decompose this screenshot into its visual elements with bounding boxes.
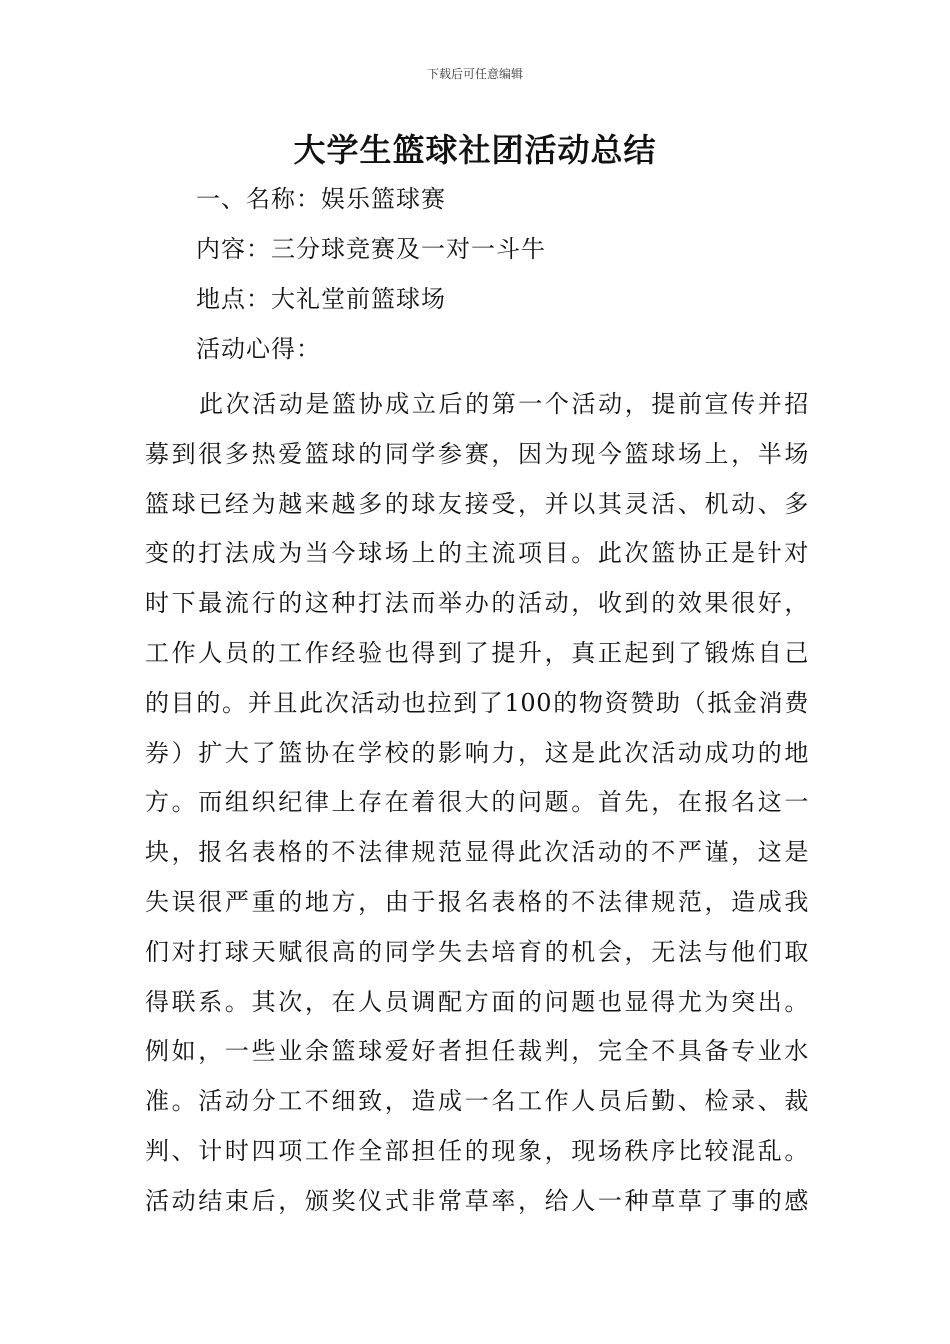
paragraph-line: 块，报名表格的不法律规范显得此次活动的不严谨，这是 — [145, 838, 809, 867]
reflection-heading: 活动心得： — [196, 335, 321, 363]
header-note: 下载后可任意编辑 — [426, 67, 523, 81]
event-name: 一、名称：娱乐篮球赛 — [196, 185, 446, 213]
paragraph-line: 准。活动分工不细致，造成一名工作人员后勤、检录、裁 — [145, 1087, 809, 1116]
paragraph-line: 的目的。并且此次活动也拉到了100的物资赞助（抵金消费 — [145, 688, 809, 717]
paragraph-line: 时下最流行的这种打法而举办的活动，收到的效果很好， — [145, 589, 809, 618]
paragraph-line: 例如，一些业余篮球爱好者担任裁判，完全不具备专业水 — [145, 1037, 809, 1066]
paragraph-line: 方。而组织纪律上存在着很大的问题。首先，在报名这一 — [145, 788, 809, 817]
reflection-paragraph — [145, 380, 809, 1227]
event-location: 地点：大礼堂前篮球场 — [196, 285, 446, 313]
paragraph-line: 工作人员的工作经验也得到了提升，真正起到了锻炼自己 — [145, 638, 809, 667]
paragraph-line: 券）扩大了篮协在学校的影响力，这是此次活动成功的地 — [145, 738, 809, 767]
paragraph-line: 变的打法成为当今球场上的主流项目。此次篮协正是针对 — [145, 539, 809, 568]
paragraph-line: 得联系。其次，在人员调配方面的问题也显得尤为突出。 — [145, 987, 809, 1016]
paragraph-line: 失误很严重的地方，由于报名表格的不法律规范，造成我 — [145, 887, 809, 916]
paragraph-line: 募到很多热爱篮球的同学参赛，因为现今篮球场上，半场 — [145, 439, 809, 468]
page-title: 大学生篮球社团活动总结 — [293, 131, 657, 169]
paragraph-line: 篮球已经为越来越多的球友接受，并以其灵活、机动、多 — [145, 489, 809, 518]
paragraph-line: 判、计时四项工作全部担任的现象，现场秩序比较混乱。 — [145, 1136, 809, 1165]
paragraph-line: 们对打球天赋很高的同学失去培育的机会，无法与他们取 — [145, 937, 809, 966]
paragraph-line: 此次活动是篮协成立后的第一个活动，提前宣传并招 — [199, 390, 809, 418]
paragraph-line: 活动结束后，颁奖仪式非常草率，给人一种草草了事的感 — [145, 1186, 809, 1215]
event-content: 内容：三分球竞赛及一对一斗牛 — [196, 235, 546, 263]
